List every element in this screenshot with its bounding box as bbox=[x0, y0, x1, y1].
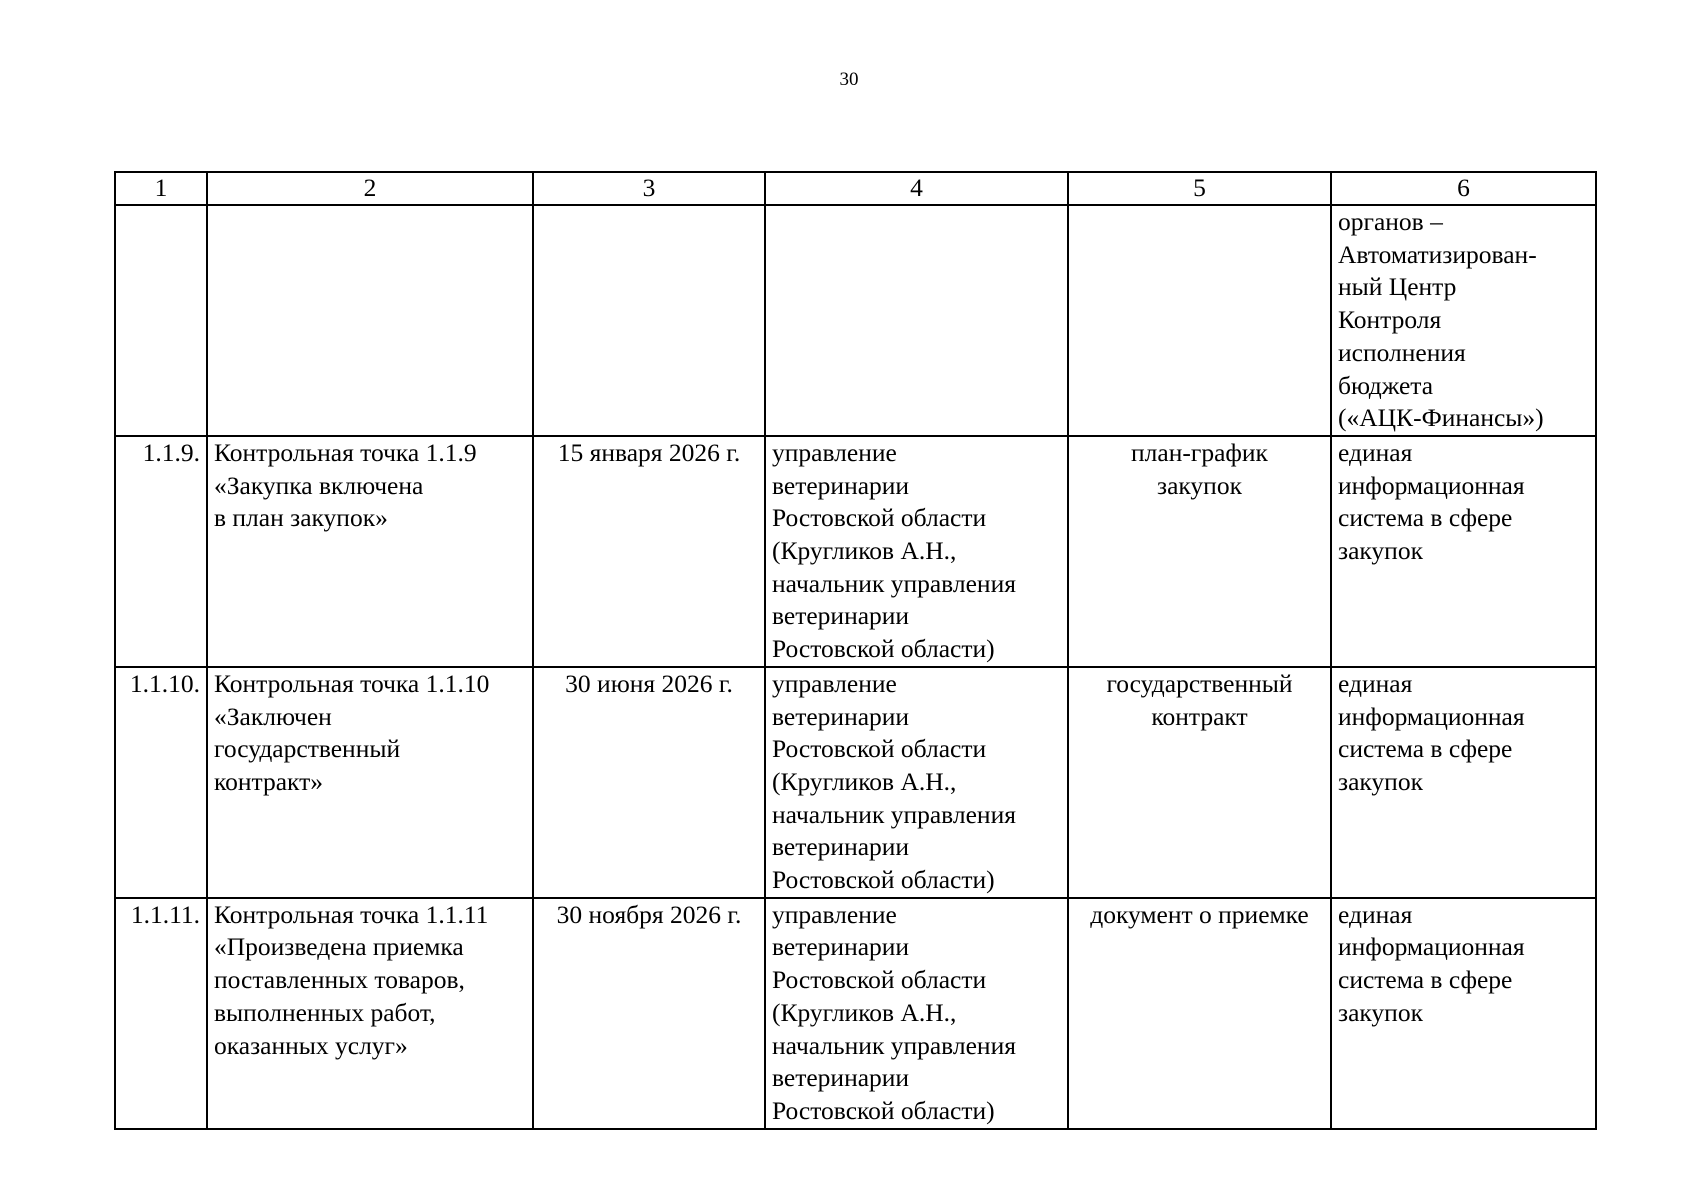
cell-number bbox=[115, 205, 207, 436]
cell-name: Контрольная точка 1.1.9 «Закупка включена в план закупок» bbox=[207, 436, 533, 667]
table-row bbox=[115, 436, 1596, 667]
header-col-5: 5 bbox=[1068, 172, 1331, 205]
cell-responsible: управление ветеринарии Ростовской области (Кругликов А.Н., начальник управления ветеринарии Ростовской области) bbox=[765, 436, 1068, 667]
table-row bbox=[115, 205, 1596, 436]
cell-number: 1.1.9. bbox=[115, 436, 207, 667]
cell-system: единая информационная система в сфере закупок bbox=[1331, 667, 1596, 898]
header-col-4: 4 bbox=[765, 172, 1068, 205]
cell-date: 30 ноября 2026 г. bbox=[533, 898, 765, 1129]
header-col-2: 2 bbox=[207, 172, 533, 205]
header-col-3: 3 bbox=[533, 172, 765, 205]
cell-responsible bbox=[765, 205, 1068, 436]
cell-date: 30 июня 2026 г. bbox=[533, 667, 765, 898]
cell-number: 1.1.11. bbox=[115, 898, 207, 1129]
cell-system: органов – Автоматизирован- ный Центр Контроля исполнения бюджета («АЦК-Финансы») bbox=[1331, 205, 1596, 436]
header-col-6: 6 bbox=[1331, 172, 1596, 205]
cell-document bbox=[1068, 205, 1331, 436]
header-row bbox=[115, 172, 1596, 205]
cell-date bbox=[533, 205, 765, 436]
control-points-table bbox=[114, 171, 1597, 1130]
page-number: 30 bbox=[839, 69, 859, 90]
table-row bbox=[115, 667, 1596, 898]
cell-date: 15 января 2026 г. bbox=[533, 436, 765, 667]
cell-name: Контрольная точка 1.1.11 «Произведена приемка поставленных товаров, выполненных работ, оказанных услуг» bbox=[207, 898, 533, 1129]
cell-name: Контрольная точка 1.1.10 «Заключен государственный контракт» bbox=[207, 667, 533, 898]
cell-system: единая информационная система в сфере закупок bbox=[1331, 898, 1596, 1129]
cell-responsible: управление ветеринарии Ростовской области (Кругликов А.Н., начальник управления ветеринарии Ростовской области) bbox=[765, 898, 1068, 1129]
cell-document: план-график закупок bbox=[1068, 436, 1331, 667]
cell-document: государственный контракт bbox=[1068, 667, 1331, 898]
cell-number: 1.1.10. bbox=[115, 667, 207, 898]
cell-name bbox=[207, 205, 533, 436]
cell-system: единая информационная система в сфере закупок bbox=[1331, 436, 1596, 667]
table-row bbox=[115, 898, 1596, 1129]
cell-responsible: управление ветеринарии Ростовской области (Кругликов А.Н., начальник управления ветеринарии Ростовской области) bbox=[765, 667, 1068, 898]
cell-document: документ о приемке bbox=[1068, 898, 1331, 1129]
header-col-1: 1 bbox=[115, 172, 207, 205]
